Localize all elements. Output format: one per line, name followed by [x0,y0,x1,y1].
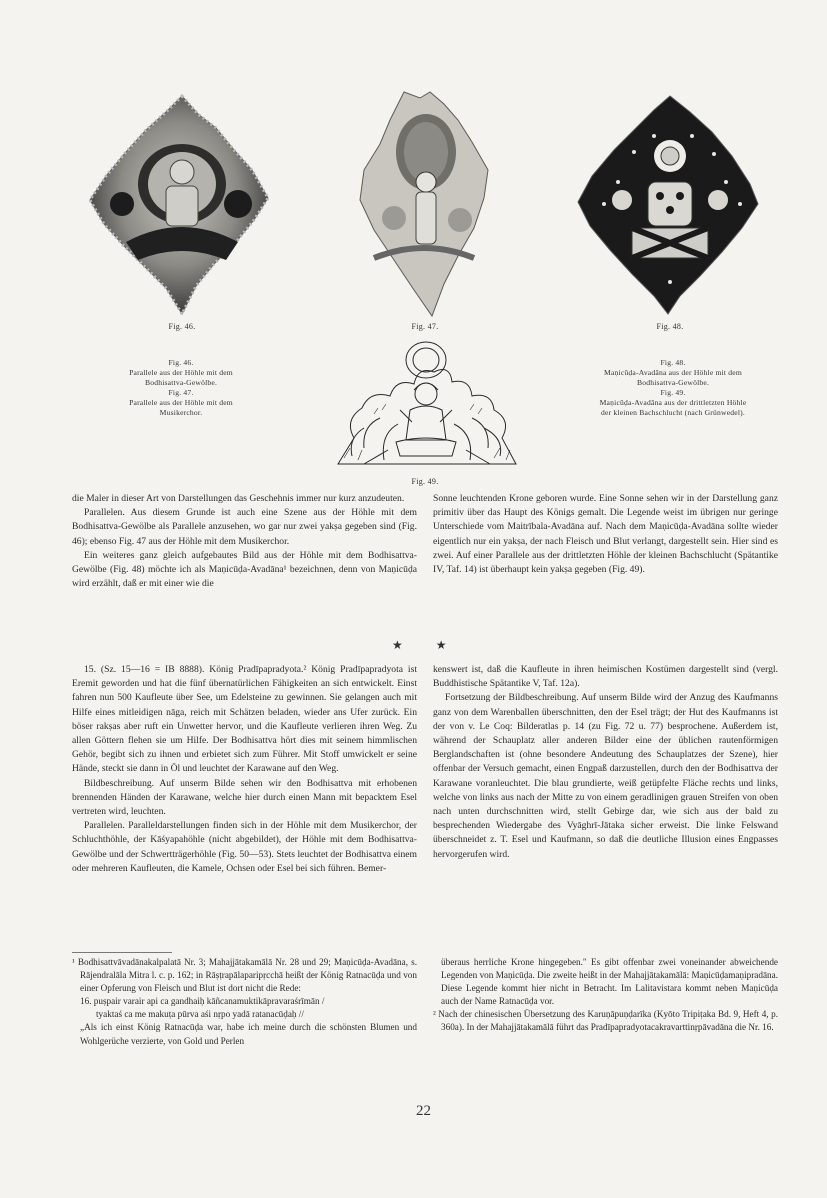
legend-right: Fig. 48. Maṇicūḍa-Avadāna aus der Höhle mit dem Bodhisattva-Gewölbe. Fig. 49. Maṇicūḍa-Avadāna aus der drittletzten Höhle der kleinen Bachschlucht (nach Grünwedel). [599,358,747,417]
footnote-2: ² Nach der chinesischen Übersetzung des Karuṇāpuṇḍarīka (Kyōto Tripiṭaka Bd. 9, Heft 4, p. 360a). In der Mahajjātakamālā führt das Pradīpapradyotacakravarttinṛpāvadāna die Nr. 16. [433,1009,778,1033]
footnotes-left [72,956,417,1048]
top-left-column [72,492,417,591]
paragraph: Ein weiteres ganz gleich aufgebautes Bild aus der Höhle mit dem Bodhisattva-Gewölbe (Fig. 48) möchte ich als Maṇicūḍa-Avadāna¹ bezeichnen, denn von Maṇicūḍa wird erzählt, daß er mit einer wie die [72,549,417,590]
paragraph: kenswert ist, daß die Kaufleute in ihren heimischen Kostümen dargestellt sind (vergl. Buddhistische Spätantike V, Taf. 12a). [433,664,778,690]
figure-48-plate [574,92,760,318]
footnote-1: ¹ Bodhisattvāvadānakalpalatā Nr. 3; Mahajjātakamālā Nr. 28 und 29; Maṇicūḍa-Avadāna, s. Rājendralāla Mitra l. c. p. 162; in Rāṣṭrapālaparipṛcchā heißt der König Ratnacūḍa und von einer Opferung von Fleisch und Blut ist dort nicht die Rede: [72,957,417,994]
paragraph: Bildbeschreibung. Auf unserm Bilde sehen wir den Bodhisattva mit erhobenen brennenden Händen der Karawane, welche hier durch einen Mann mit bepacktem Esel vertreten wird, leuchten. [72,777,417,818]
paragraph: Parallelen. Paralleldarstellungen finden sich in der Höhle mit dem Musikerchor, der Schluchthöhle, der Kāśyapahöhle (nicht abgebildet), der Höhle mit dem Bodhisattva-Gewölbe und der Schwertträgerhöhle (Fig. 50—53). Stets leuchtet der Bodhisattva einem oder mehreren Kaufleuten, die Kamele, Ochsen oder Esel bei sich führen. Bemer- [72,820,417,874]
fig-49-label: Fig. 49. [411,477,439,486]
page-number: 22 [416,1103,431,1119]
section-divider-stars: ★ ★ [392,638,447,652]
verse-line: 16. puṣpair varair api ca gandhaiḥ kāñcanamuktikāpravaraśrīmān / [80,996,325,1007]
legend-left: Fig. 46. Parallele aus der Höhle mit dem Bodhisattva-Gewölbe. Fig. 47. Parallele aus der Höhle mit dem Musikerchor. [129,358,233,417]
footnote-1-continued: überaus herrliche Krone hingegeben." Es gibt offenbar zwei voneinander abweichende Legenden von Maṇicūḍa. Die zweite heißt in der Mahajjātakamālā: Maṇicūḍamaṇipradāna. Diese Legende kommt hier nicht in Betracht. Im Lalitavistara kommt neben Maṇicūḍa auch der Name Ratnacūḍa vor. [441,957,778,1007]
footnotes-right [433,956,778,1035]
figure-46-plate [86,92,272,318]
bottom-left-column [72,663,417,876]
verse-line: tyaktaś ca me makuṭa pūrva aśi nṛpo yadā ratanacūḍaḥ // [96,1009,304,1020]
paragraph: Sonne leuchtenden Krone geboren wurde. Eine Sonne sehen wir in der Darstellung ganz primitiv über das Haupt des Königs gemalt. Die Legende weist im übrigen nur geringe Unterschiede vom Maitrībala-Avadāna auf. Nach dem Maṇicūḍa-Avadāna sollte wieder eigentlich nur ein yakṣa, der nach Fleisch und Blut verlangt, dargestellt sein. Hier sind es zwei. Auf einer Parallele aus der drittletzten Höhle der kleinen Bachschlucht (Spätantike IV, Taf. 14) ist überhaupt kein yakṣa gegeben (Fig. 49). [433,493,778,576]
figure-49-drawing [334,338,520,470]
top-right-column [433,492,778,577]
paragraph: Parallelen. Aus diesem Grunde ist auch eine Szene aus der Höhle mit dem Bodhisattva-Gewölbe als Parallele anzusehen, wo gar nur zwei yakṣa gegeben sind (Fig. 46); ebenso Fig. 47 aus der Höhle mit dem Musikerchor. [72,507,417,547]
figure-47-plate [354,88,494,320]
paragraph: die Maler in dieser Art von Darstellungen das Geschehnis immer nur kurz anzudeuten. [72,493,405,504]
paragraph: 15. (Sz. 15—16 = IB 8888). König Pradīpapradyota.² König Pradīpapradyota ist Eremit geworden und hat die fünf übernatürlichen Fähigkeiten an sich entwickelt. Einst fahren nun 500 Kaufleute über See, um Edelsteine zu gewinnen. Sie gelangen auch mit Hilfe eines mitleidigen nāga, reich mit Schätzen beladen, wieder ans Ufer zurück. Ein böser rakṣas aber ruft ein Unwetter hervor, und die Kaufleute verlieren ihren Weg. Zu allen Göttern flehen sie um Hilfe. Der Bodhisattva hört dies mit seinem himmlischen Gehör, begibt sich zu ihnen und erbietet sich zum Führer. Mit Stoff umwickelt er seine Hände, steckt sie dann in Öl und leuchtet der Karawane auf den Weg. [72,664,417,775]
fig-47-label: Fig. 47. [411,322,439,331]
fig-46-label: Fig. 46. [168,322,196,331]
bottom-right-column [433,663,778,862]
fig-48-label: Fig. 48. [656,322,684,331]
paragraph: Fortsetzung der Bildbeschreibung. Auf unserm Bilde wird der Anzug des Kaufmanns ganz von dem Warenballen überschnitten, den der Esel trägt; der Hut des Kaufmanns ist der von v. Le Coq: Bilderatlas p. 14 (zu Fig. 72 u. 77) besprochene. Außerdem ist, während der Schauplatz aller anderen Bilder eine der üblichen rautenförmigen Berglandschaften ist (ohne besondere Andeutung des Schauplatzes der Szene), hier offenbar der Versuch gemacht, einen Engpaß darzustellen, durch den der Bodhisattva der Karawane voranleuchtet. Die blau grundierte, weiß getüpfelte Fläche rechts und links, welche von links aus nach der Mitte zu von einem geradlinigen grauen Streifen von oben nach unten durchschnitten wird, stellt Gebirge dar, wie sich aus der bald zu besprechenden Wiedergabe des Vyāghrī-Jātaka sicher erweist. Die linke Felswand überschneidet z. T. Esel und Kaufmann, so daß die deutliche Illusion eines Engpasses hervorgerufen wird. [433,692,778,860]
footnote-rule [72,952,172,953]
footnote-translation: „Als ich einst König Ratnacūḍa war, habe ich meine durch die schönsten Blumen und Wohlgerüche verzierte, von Gold und Perlen [80,1022,417,1046]
